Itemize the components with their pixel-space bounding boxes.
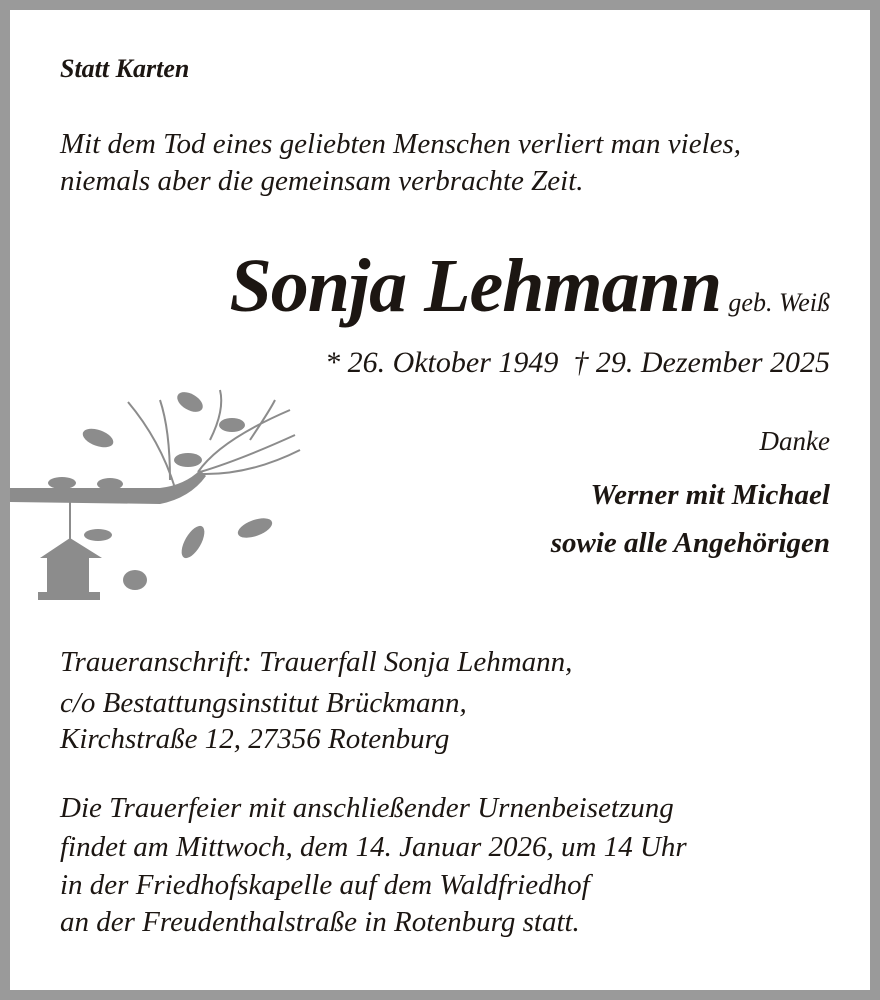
life-dates: * 26. Oktober 1949 † 29. Dezember 2025 (325, 346, 830, 379)
thanks-label: Danke (759, 426, 830, 456)
ceremony-line-1: Die Trauerfeier mit anschließender Urnenbeisetzung (60, 792, 674, 824)
signer-line-1: Werner mit Michael (590, 479, 830, 511)
ceremony-line-4: an der Freudenthalstraße in Rotenburg statt. (60, 906, 580, 938)
address-line-3: Kirchstraße 12, 27356 Rotenburg (60, 723, 450, 755)
quote-line-2: niemals aber die gemeinsam verbrachte Zeit. (60, 165, 584, 197)
signer-line-2: sowie alle Angehörigen (550, 527, 830, 559)
name-block (229, 246, 830, 326)
maiden-name: geb. Weiß (728, 288, 830, 317)
ceremony-line-3: in der Friedhofskapelle auf dem Waldfriedhof (60, 869, 590, 901)
birds-on-branch-illustration (10, 380, 310, 610)
address-line-2: c/o Bestattungsinstitut Brückmann, (60, 687, 467, 719)
deceased-name: Sonja Lehmann (229, 244, 722, 328)
statt-karten-label: Statt Karten (60, 54, 190, 83)
ceremony-line-2: findet am Mittwoch, dem 14. Januar 2026, um 14 Uhr (60, 831, 687, 863)
address-line-1: Traueranschrift: Trauerfall Sonja Lehmann, (60, 646, 573, 678)
quote-line-1: Mit dem Tod eines geliebten Menschen verliert man vieles, (60, 128, 742, 160)
